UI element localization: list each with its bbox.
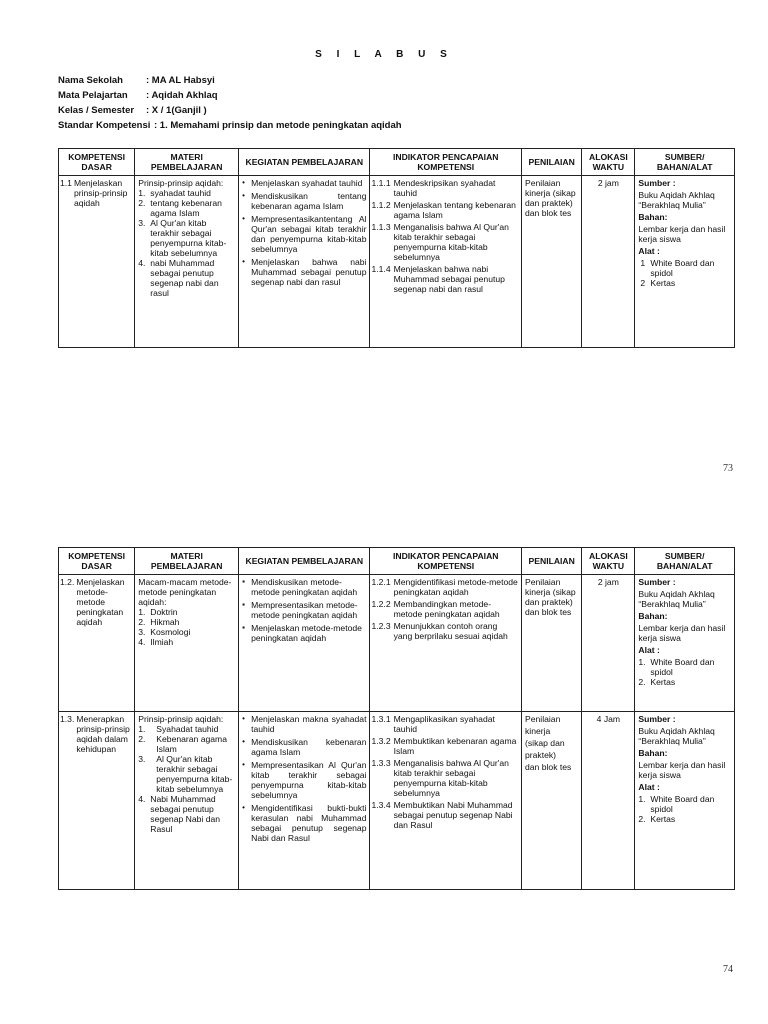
cell-kegiatan [239, 176, 370, 348]
materi-title: Prinsip-prinsip aqidah: [138, 178, 224, 188]
sumber-text: Buku Aqidah Akhlaq “Berakhlaq Mulia” [638, 190, 715, 210]
alat-label: Alat : [638, 246, 660, 256]
sumber-label: Sumber : [638, 714, 676, 724]
list-item: 2. Kertas [638, 677, 676, 687]
list-item: 1. syahadat tauhid [138, 188, 211, 198]
kd-text: Menjelaskan prinsip-prinsip aqidah [73, 178, 128, 208]
header-kd: KOMPETENSI DASAR [59, 149, 135, 176]
list-item: • Mengidentifikasi bukti-bukti kerasulan nabi Muhammad sebagai penutup segenap Nabi dan Rasul [242, 803, 367, 843]
table-row [59, 575, 735, 712]
bullet-icon: ▪ [242, 600, 245, 609]
info-value: : MA AL Habsyi [146, 75, 215, 86]
list-item: 1.3.4 Membuktikan Nabi Muhammad sebagai penutup segenap Nabi dan Rasul [371, 800, 513, 830]
table-header-row [59, 548, 735, 575]
bahan-label: Bahan: [638, 212, 668, 222]
bahan-text: Lembar kerja dan hasil kerja siswa [638, 224, 726, 244]
document-title: S I L A B U S [315, 49, 453, 60]
list-item: 3. Al Qur'an kitab terakhir sebagai penyempurna kitab-kitab sebelumnya [138, 218, 227, 258]
list-item: ▪ Mempresentasikan metode-metode peningkatan aqidah [242, 600, 358, 620]
info-label: Nama Sekolah [58, 75, 123, 86]
header-indikator: INDIKATOR PENCAPAIAN KOMPETENSI [370, 548, 522, 575]
list-item: 4. Ilmiah [138, 637, 174, 647]
info-label: Mata Pelajartan [58, 90, 128, 101]
header-alokasi: ALOKASI WAKTU [582, 149, 635, 176]
bullet-icon: • [242, 178, 245, 187]
cell-materi [135, 575, 239, 712]
list-item: 1.1.3 Menganalisis bahwa Al Qur'an kitab terakhir sebagai penyempurna kitab-kitab sebelumnya [371, 222, 509, 262]
list-item: 2. Kertas [638, 814, 676, 824]
header-kegiatan: KEGIATAN PEMBELAJARAN [239, 149, 370, 176]
cell-sumber: Sumber : Buku Aqidah Akhlaq “Berakhlaq Mulia” Bahan: Lembar kerja dan hasil kerja siswa Alat : 1. White Board dan spidol 2. Kertas [635, 575, 735, 712]
sumber-label: Sumber : [638, 178, 676, 188]
cell-kegiatan [239, 712, 370, 890]
table-row [59, 712, 735, 890]
header-indikator: INDIKATOR PENCAPAIAN KOMPETENSI [370, 149, 522, 176]
info-label: Kelas / Semester [58, 105, 135, 116]
cell-indikator [370, 712, 522, 890]
list-item: 2. tentang kebenaran agama Islam [138, 198, 222, 218]
header-materi: MATERI PEMBELAJARAN [135, 149, 239, 176]
cell-sumber: Sumber : Buku Aqidah Akhlaq “Berakhlaq Mulia” Bahan: Lembar kerja dan hasil kerja siswa Alat : 1. White Board dan spidol 2. Kertas [635, 712, 735, 890]
list-item: • Mendiskusikan tentang kebenaran agama Islam [242, 191, 367, 211]
page-number: 74 [723, 964, 733, 975]
cell-materi [135, 176, 239, 348]
list-item: 1.2.2 Membandingkan metode-metode peningkatan aqidah [371, 599, 500, 619]
header-materi: MATERI PEMBELAJARAN [135, 548, 239, 575]
cell-kegiatan [239, 575, 370, 712]
list-item: • Mempresentasikan Al Qur'an kitab terakhir sebagai penyempurna kitab-kitab sebelumnya [242, 760, 367, 800]
info-row-school [58, 73, 402, 88]
bahan-label: Bahan: [638, 611, 668, 621]
header-alokasi: ALOKASI WAKTU [582, 548, 635, 575]
list-item: 1.1.4 Menjelaskan bahwa nabi Muhammad sebagai penutup segenap nabi dan rasul [371, 264, 505, 294]
sumber-label: Sumber : [638, 577, 676, 587]
list-item: 3. Al Qur'an kitab terakhir sebagai penyempurna kitab-kitab sebelumnya [138, 754, 233, 794]
cell-indikator [370, 176, 522, 348]
cell-sumber [635, 176, 735, 348]
cell-kd: 1.2. Menjelaskan metode-metode peningkatan aqidah [59, 575, 135, 712]
list-item: • Mempresentasikantentang Al Qur'an sebagai kitab terakhir dan penyempurna kitab-kitab sebelumnya [242, 214, 367, 254]
info-row-standard [58, 118, 402, 133]
table-header-row [59, 149, 735, 176]
info-label: Standar Kompetensi [58, 120, 151, 131]
list-item: 4. nabi Muhammad sebagai penutup segenap nabi dan rasul [138, 258, 219, 298]
list-item: ▪ Menjelaskan metode-metode peningkatan aqidah [242, 623, 362, 643]
header-penilaian: PENILAIAN [522, 548, 582, 575]
alat-label: Alat : [638, 782, 660, 792]
info-row-subject [58, 88, 402, 103]
syllabus-table-1 [58, 148, 735, 348]
list-item: 1.1.1 Mendeskripsikan syahadat tauhid [371, 178, 496, 198]
list-item: • Mendiskusikan kebenaran agama Islam [242, 737, 367, 757]
bullet-icon: • [242, 257, 245, 266]
info-value: : 1. Memahami prinsip dan metode peningkatan aqidah [154, 120, 402, 131]
cell-alokasi: 2 jam [582, 176, 635, 348]
bullet-icon: • [242, 214, 245, 223]
syllabus-info [58, 73, 402, 133]
list-item: 2. Hikmah [138, 617, 180, 627]
info-row-class [58, 103, 402, 118]
list-item: 1. Doktrin [138, 607, 178, 617]
list-item: 2. Kebenaran agama Islam [138, 734, 227, 754]
list-item: 1 White Board dan spidol [640, 258, 715, 278]
cell-alokasi: 4 Jam [582, 712, 635, 890]
cell-alokasi: 2 jam [582, 575, 635, 712]
list-item: ▪ Mendiskusikan metode-metode peningkatan aqidah [242, 577, 358, 597]
header-penilaian: PENILAIAN [522, 149, 582, 176]
materi-title: Macam-macam metode-metode peningkatan aqidah: [138, 577, 232, 607]
list-item: 1.1.2 Menjelaskan tentang kebenaran agama Islam [371, 200, 516, 220]
materi-title: Prinsip-prinsip aqidah: [138, 714, 224, 724]
list-item: 3. Kosmologi [138, 627, 191, 637]
bahan-label: Bahan: [638, 748, 668, 758]
header-sumber: SUMBER/ BAHAN/ALAT [635, 149, 735, 176]
cell-materi [135, 712, 239, 890]
list-item: 1.3.2 Membuktikan kebenaran agama Islam [371, 736, 517, 756]
table-row [59, 176, 735, 348]
list-item: 1.3.3 Menganalisis bahwa Al Qur'an kitab terakhir sebagai penyempurna kitab-kitab sebelumnya [371, 758, 509, 798]
bullet-icon: • [242, 760, 245, 769]
header-kd: KOMPETENSI DASAR [59, 548, 135, 575]
list-item: • Menjelaskan syahadat tauhid [242, 178, 363, 188]
list-item: 2 Kertas [640, 278, 676, 288]
cell-kd [59, 176, 135, 348]
header-sumber: SUMBER/ BAHAN/ALAT [635, 548, 735, 575]
cell-kd: 1.3. Menerapkan prinsip-prinsip aqidah dalam kehidupan [59, 712, 135, 890]
list-item: 1. Syahadat tauhid [138, 724, 219, 734]
cell-penilaian: Penilaian kinerja (sikap dan praktek) dan blok tes [522, 176, 582, 348]
bullet-icon: • [242, 714, 245, 723]
bullet-icon: • [242, 737, 245, 746]
bullet-icon: ▪ [242, 577, 245, 586]
page-number: 73 [723, 463, 733, 474]
bullet-icon: • [242, 803, 245, 812]
bullet-icon: • [242, 191, 245, 200]
list-item: 4. Nabi Muhammad sebagai penutup segenap Nabi dan Rasul [138, 794, 221, 834]
list-item: 1. White Board dan spidol [638, 657, 715, 677]
cell-penilaian: Penilaian kinerja (sikap dan praktek) dan blok tes [522, 575, 582, 712]
cell-penilaian: Penilaian kinerja (sikap dan praktek) dan blok tes [522, 712, 582, 890]
list-item: • Menjelaskan makna syahadat tauhid [242, 714, 367, 734]
kd-number: 1.1 [60, 178, 72, 188]
alat-label: Alat : [638, 645, 660, 655]
list-item: 1.3.1 Mengaplikasikan syahadat tauhid [371, 714, 495, 734]
bullet-icon: ▪ [242, 623, 245, 632]
list-item: 1. White Board dan spidol [638, 794, 715, 814]
list-item: • Menjelaskan bahwa nabi Muhammad sebagai penutup segenap nabi dan rasul [242, 257, 367, 287]
info-value: : Aqidah Akhlaq [146, 90, 218, 101]
list-item: 1.2.1 Mengidentifikasi metode-metode peningkatan aqidah [371, 577, 518, 597]
header-kegiatan: KEGIATAN PEMBELAJARAN [239, 548, 370, 575]
list-item: 1.2.3 Menunjukkan contoh orang yang berprilaku sesuai aqidah [371, 621, 508, 641]
syllabus-table-2 [58, 547, 735, 890]
cell-indikator [370, 575, 522, 712]
info-value: : X / 1(Ganjil ) [146, 105, 207, 116]
